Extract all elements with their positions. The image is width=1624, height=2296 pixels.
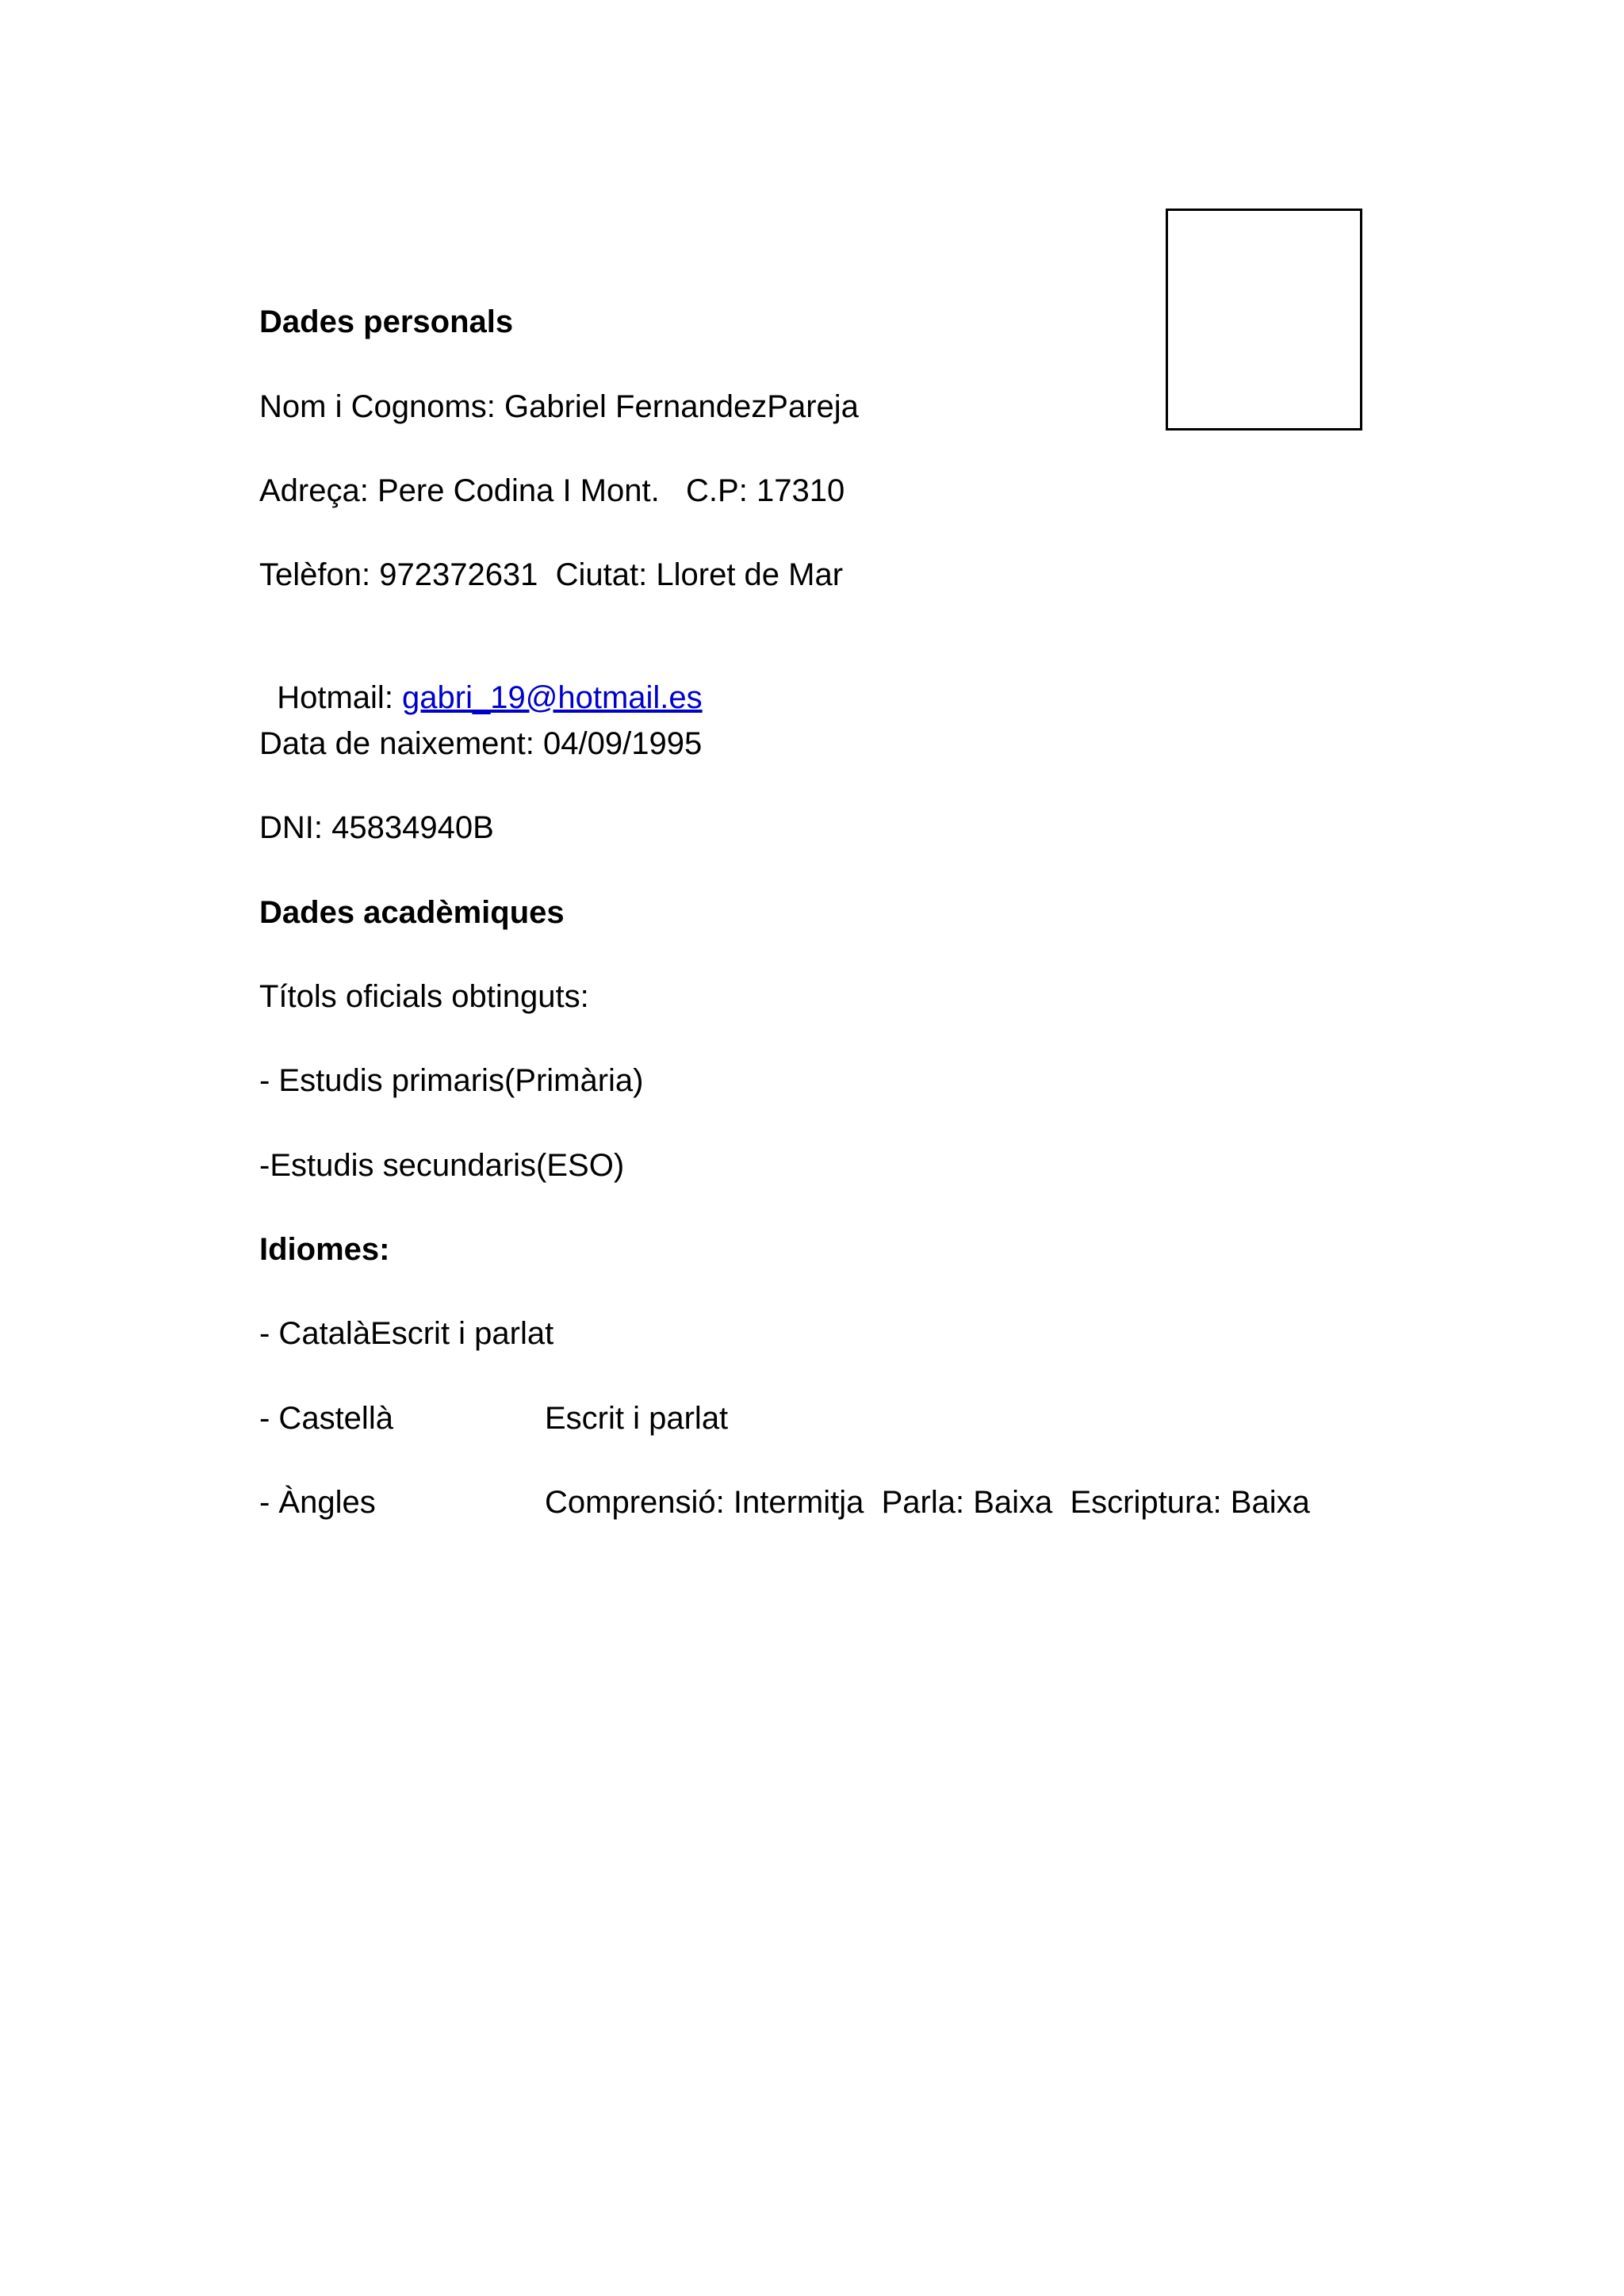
- academic-item-secondary: -Estudis secundaris(ESO): [259, 1148, 625, 1183]
- language-catalan: - CatalàEscrit i parlat: [259, 1316, 554, 1351]
- language-english-level: Comprensió: Intermitja Parla: Baixa Escriptura: Baixa: [545, 1485, 1310, 1520]
- languages-heading: Idiomes:: [259, 1232, 390, 1267]
- language-spanish: - Castellà: [259, 1401, 393, 1436]
- name-line: Nom i Cognoms: Gabriel FernandezPareja: [259, 389, 859, 424]
- email-label: Hotmail:: [277, 680, 403, 715]
- dni-line: DNI: 45834940B: [259, 810, 494, 845]
- language-spanish-level: Escrit i parlat: [545, 1401, 729, 1436]
- phone-city-line: Telèfon: 972372631 Ciutat: Lloret de Mar: [259, 557, 844, 592]
- personal-data-heading: Dades personals: [259, 304, 514, 339]
- photo-placeholder: [1166, 209, 1362, 430]
- academic-item-primary: - Estudis primaris(Primària): [259, 1063, 644, 1098]
- email-link[interactable]: gabri_19@hotmail.es: [402, 680, 703, 715]
- address-line: Adreça: Pere Codina I Mont. C.P: 17310: [259, 473, 845, 508]
- email-line: [259, 641, 703, 717]
- titles-label: Títols oficials obtinguts:: [259, 979, 589, 1014]
- language-english: - Àngles: [259, 1485, 376, 1520]
- birth-date-line: Data de naixement: 04/09/1995: [259, 726, 703, 761]
- academic-data-heading: Dades acadèmiques: [259, 895, 565, 930]
